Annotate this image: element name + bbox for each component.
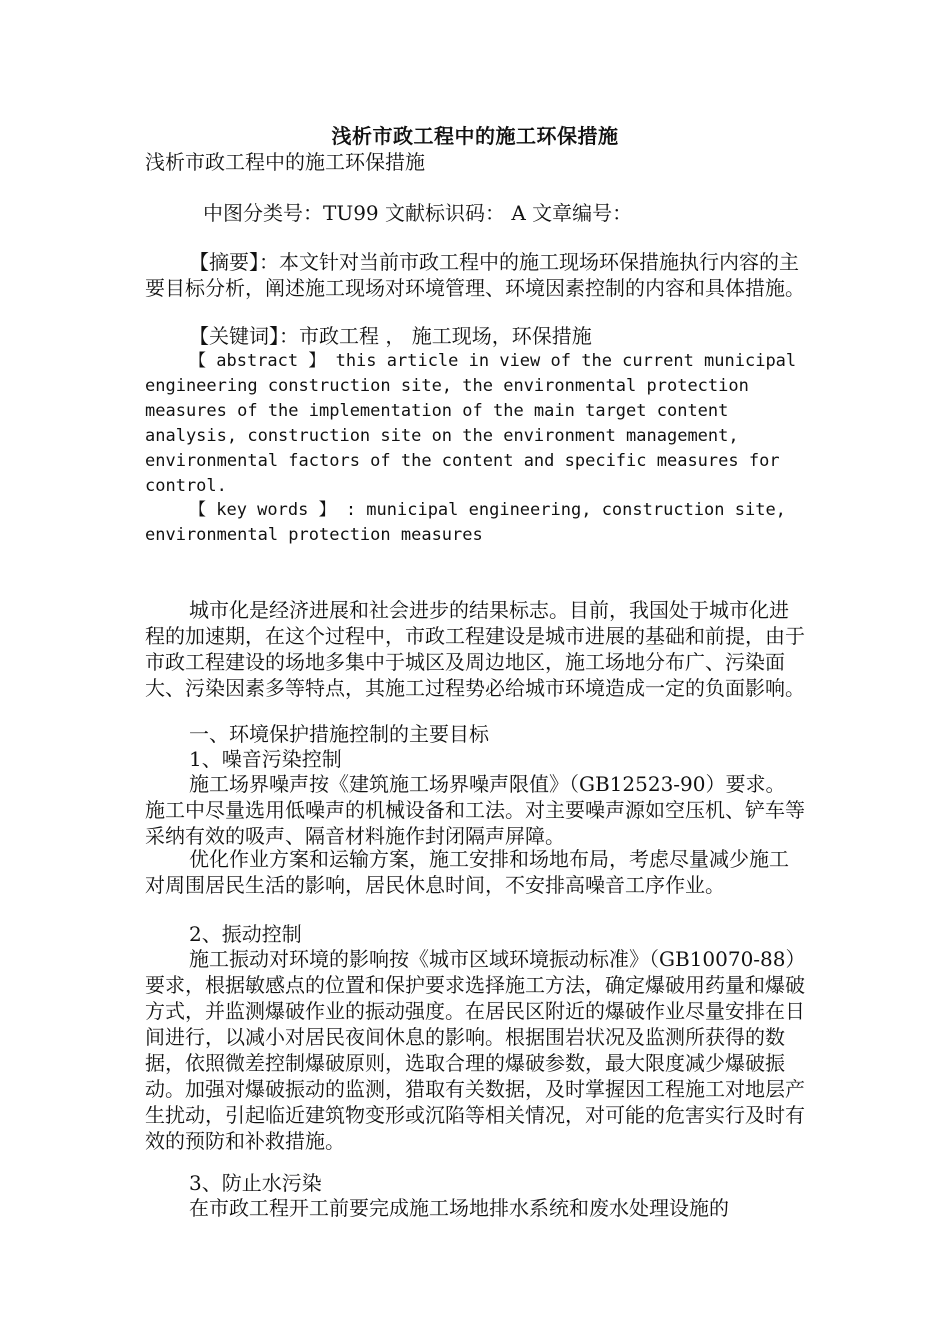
keywords-chinese: 【关键词】：市政工程 ， 施工现场，环保措施 [189,324,592,348]
noise-paragraph-2: 优化作业方案和运输方案，施工安排和场地布局，考虑尽量减少施工对周围居民生活的影响，居民休息时间，不安排高噪音工序作业。 [145,847,789,897]
subsection-heading-noise: 1、噪音污染控制 [189,747,342,771]
abstract-english: 【 abstract 】 this article in view of the current municipal engineering construction site, the environmental protection measures of the implementation of the main target content analysis, construction site on the environment management, environmental factors of the content and specific measures for control. [145,351,797,496]
document-title: 浅析市政工程中的施工环保措施 [331,124,619,148]
keywords-english: 【 key words 】 : municipal engineering, construction site, environmental protection measures [145,500,786,545]
subsection-heading-vibration: 2、振动控制 [189,922,302,946]
intro-paragraph: 城市化是经济进展和社会进步的结果标志。目前，我国处于城市化进程的加速期，在这个过程中，市政工程建设是城市进展的基础和前提，由于市政工程建设的场地多集中于城区及周边地区，施工场地分布广、污染面大、污染因素多等特点，其施工过程势必给城市环境造成一定的负面影响。 [145,598,805,700]
subsection-heading-water: 3、防止水污染 [189,1171,322,1195]
document-subtitle: 浅析市政工程中的施工环保措施 [145,150,425,174]
classification-line: 中图分类号：TU99 文献标识码： A 文章编号： [203,201,633,225]
vibration-paragraph: 施工振动对环境的影响按《城市区域环境振动标准》（GB10070-88）要求，根据敏感点的位置和保护要求选择施工方法，确定爆破用药量和爆破方式，并监测爆破作业的振动强度。在居民区附近的爆破作业尽量安排在日间进行，以减小对居民夜间休息的影响。根据围岩状况及监测所获得的数据，依照微差控制爆破原则，选取合理的爆破参数，最大限度减少爆破振动。加强对爆破振动的监测，猎取有关数据，及时掌握因工程施工对地层产生扰动，引起临近建筑物变形或沉陷等相关情况，对可能的危害实行及时有效的预防和补救措施。 [145,947,805,1153]
section-heading-1: 一、环境保护措施控制的主要目标 [189,722,489,746]
noise-paragraph-1: 施工场界噪声按《建筑施工场界噪声限值》（GB12523-90）要求。施工中尽量选用低噪声的机械设备和工法。对主要噪声源如空压机、铲车等采纳有效的吸声、隔音材料施作封闭隔声屏障。 [145,772,805,848]
water-paragraph: 在市政工程开工前要完成施工场地排水系统和废水处理设施的 [189,1196,729,1220]
abstract-chinese: 【摘要】：本文针对当前市政工程中的施工现场环保措施执行内容的主要目标分析，阐述施工现场对环境管理、环境因素控制的内容和具体措施。 [145,250,805,300]
